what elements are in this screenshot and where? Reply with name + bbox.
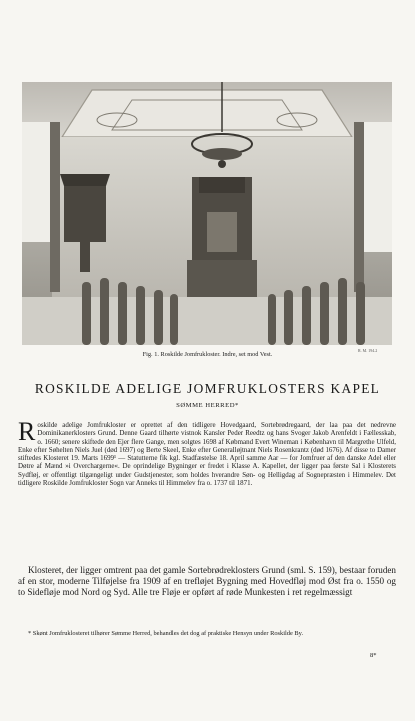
drop-cap: R bbox=[18, 417, 36, 446]
page-number: 8* bbox=[370, 652, 377, 659]
chapter-title: ROSKILDE ADELIGE JOMFRUKLOSTERS KAPEL bbox=[34, 381, 381, 396]
footnote: * Skønt Jomfruklosteret tilhører Sømme Herred, behandles det dog af praktiske Hensyn under Roskilde By. bbox=[28, 630, 304, 637]
photo-credit: R. M. 194.2 bbox=[358, 348, 378, 353]
intro-paragraph bbox=[18, 417, 396, 488]
chapel-interior-photo bbox=[22, 82, 392, 345]
chapter-subtitle: SØMME HERRED* bbox=[176, 402, 239, 409]
intro-text: oskilde adelige Jomfrukloster er oprettet af den tidligere Hovedgaard, Sortebrødregaard, der laa paa det nedrevne Dominikanerklosters Grund. Denne Gaard tilhørte vistnok Kansler Peder Reedtz og hans Svoger Jakob Arenfeldt i Fællesskab, o. 1660; senere skiftede den Ejer flere Gange, men solgtes 1698 af Købmand Evert Wineman i København til Margrethe Ulfeld, Enke efter Søhelten Niels Juel (død 1697) og Berte Skeel, Enke efter Generalløjtnant Niels Rosenkrantz (død 1676). Af disse to Damer stiftedes Klosteret 19. Marts 1699¹ — Statutterne fik kgl. Stadfæstelse 18. April samme Aar — for Jomfruer af den danske Adel eller Døtre af Mænd »i Overchargerne«. De oprindelige Bygninger er fredet i Klasse A. Kapellet, der ligger paa første Sal i Klosterets Sydfløj, er offentligt tilgængeligt under Gudstjenester, som holdes hverandre Søn- og Helligdag af Sognepræsten i Himmelev. Det tidligere Roskilde Jomfrukloster Sogn var Anneks til Himmelev fra o. 1737 til 1871. bbox=[18, 421, 396, 488]
figure-caption: Fig. 1. Roskilde Jomfrukloster. Indre, set mod Vest. bbox=[142, 351, 273, 358]
body-paragraph: Klosteret, der ligger omtrent paa det gamle Sortebrødreklosters Grund (sml. S. 159), bestaar foruden af en stor, moderne Tilføjelse fra 1909 af en trefløjet Bygning med Hovedfløj mod Øst fra o. 1550 og to Sidefløje mod Nord og Syd. Alle tre Fløje er opført af røde Munkesten i ret regelmæssigt bbox=[18, 565, 396, 598]
